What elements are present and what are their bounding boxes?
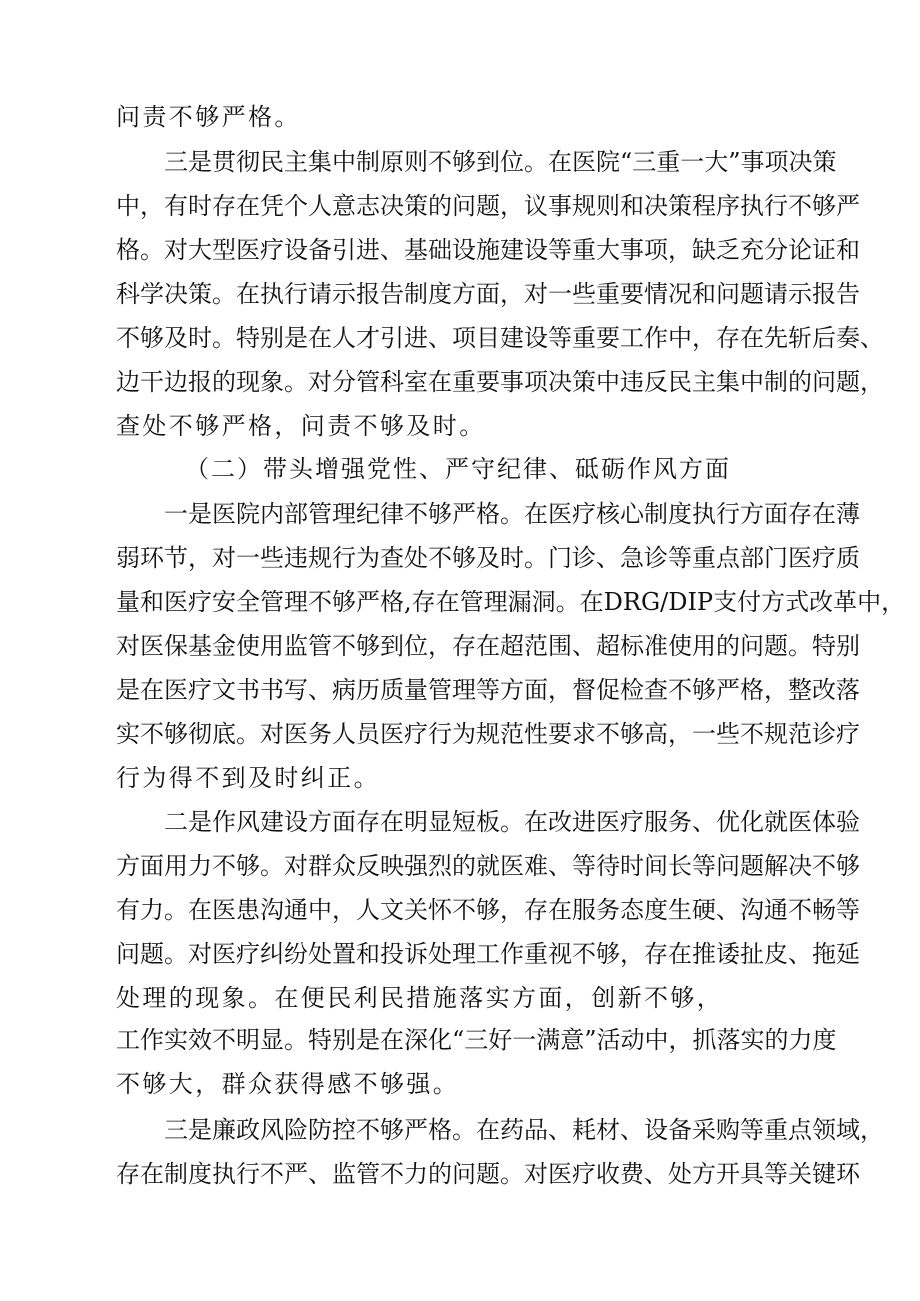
text-line: 处理的现象。在便民利民措施落实方面，创新不够， (116, 984, 724, 1012)
text-line: 弱环节，对一些违规行为查处不够及时。门诊、急诊等重点部门医疗质 (116, 544, 860, 572)
text-line: 是在医疗文书书写、病历质量管理等方面，督促检查不够严格，整改落 (116, 676, 860, 704)
text-line: 实不够彻底。对医务人员医疗行为规范性要求不够高，一些不规范诊疗 (116, 720, 860, 748)
text-line: 中，有时存在凭个人意志决策的问题，议事规则和决策程序执行不够严 (116, 192, 860, 220)
text-line: 三是贯彻民主集中制原则不够到位。在医院“三重一大”事项决策 (164, 148, 837, 176)
text-line: 不够大，群众获得感不够强。 (116, 1070, 460, 1098)
text-line: 存在制度执行不严、监管不力的问题。对医疗收费、处方开具等关键环 (116, 1160, 860, 1188)
text-line: 边干边报的现象。对分管科室在重要事项决策中违反民主集中制的问题， (116, 368, 884, 396)
text-line: 三是廉政风险防控不够严格。在药品、耗材、设备采购等重点领域， (164, 1116, 884, 1144)
text-line: 科学决策。在执行请示报告制度方面，对一些重要情况和问题请示报告 (116, 280, 860, 308)
text-line: 有力。在医患沟通中，人文关怀不够，存在服务态度生硬、沟通不畅等 (116, 896, 860, 924)
text-line: 格。对大型医疗设备引进、基础设施建设等重大事项，缺乏充分论证和 (116, 236, 860, 264)
text-line: 量和医疗安全管理不够严格,存在管理漏洞。在DRG/DIP支付方式改革中， (116, 588, 906, 616)
text-line: 查处不够严格，问责不够及时。 (116, 412, 486, 440)
text-line: 问题。对医疗纠纷处置和投诉处理工作重视不够，存在推诿扯皮、拖延 (116, 940, 860, 968)
text-line: 不够及时。特别是在人才引进、项目建设等重要工作中，存在先斩后奏、 (116, 324, 884, 352)
section-heading: （二）带头增强党性、严守纪律、砥砺作风方面 (185, 455, 731, 483)
text-line: 二是作风建设方面存在明显短板。在改进医疗服务、优化就医体验 (164, 808, 860, 836)
text-line: 行为得不到及时纠正。 (116, 764, 380, 792)
text-line: 一是医院内部管理纪律不够严格。在医疗核心制度执行方面存在薄 (164, 500, 860, 528)
text-line: 方面用力不够。对群众反映强烈的就医难、等待时间长等问题解决不够 (116, 852, 860, 880)
text-line: 问责不够严格。 (116, 103, 301, 131)
text-line: 工作实效不明显。特别是在深化“三好一满意”活动中，抓落实的力度 (116, 1026, 837, 1054)
text-line: 对医保基金使用监管不够到位，存在超范围、超标准使用的问题。特别 (116, 632, 860, 660)
